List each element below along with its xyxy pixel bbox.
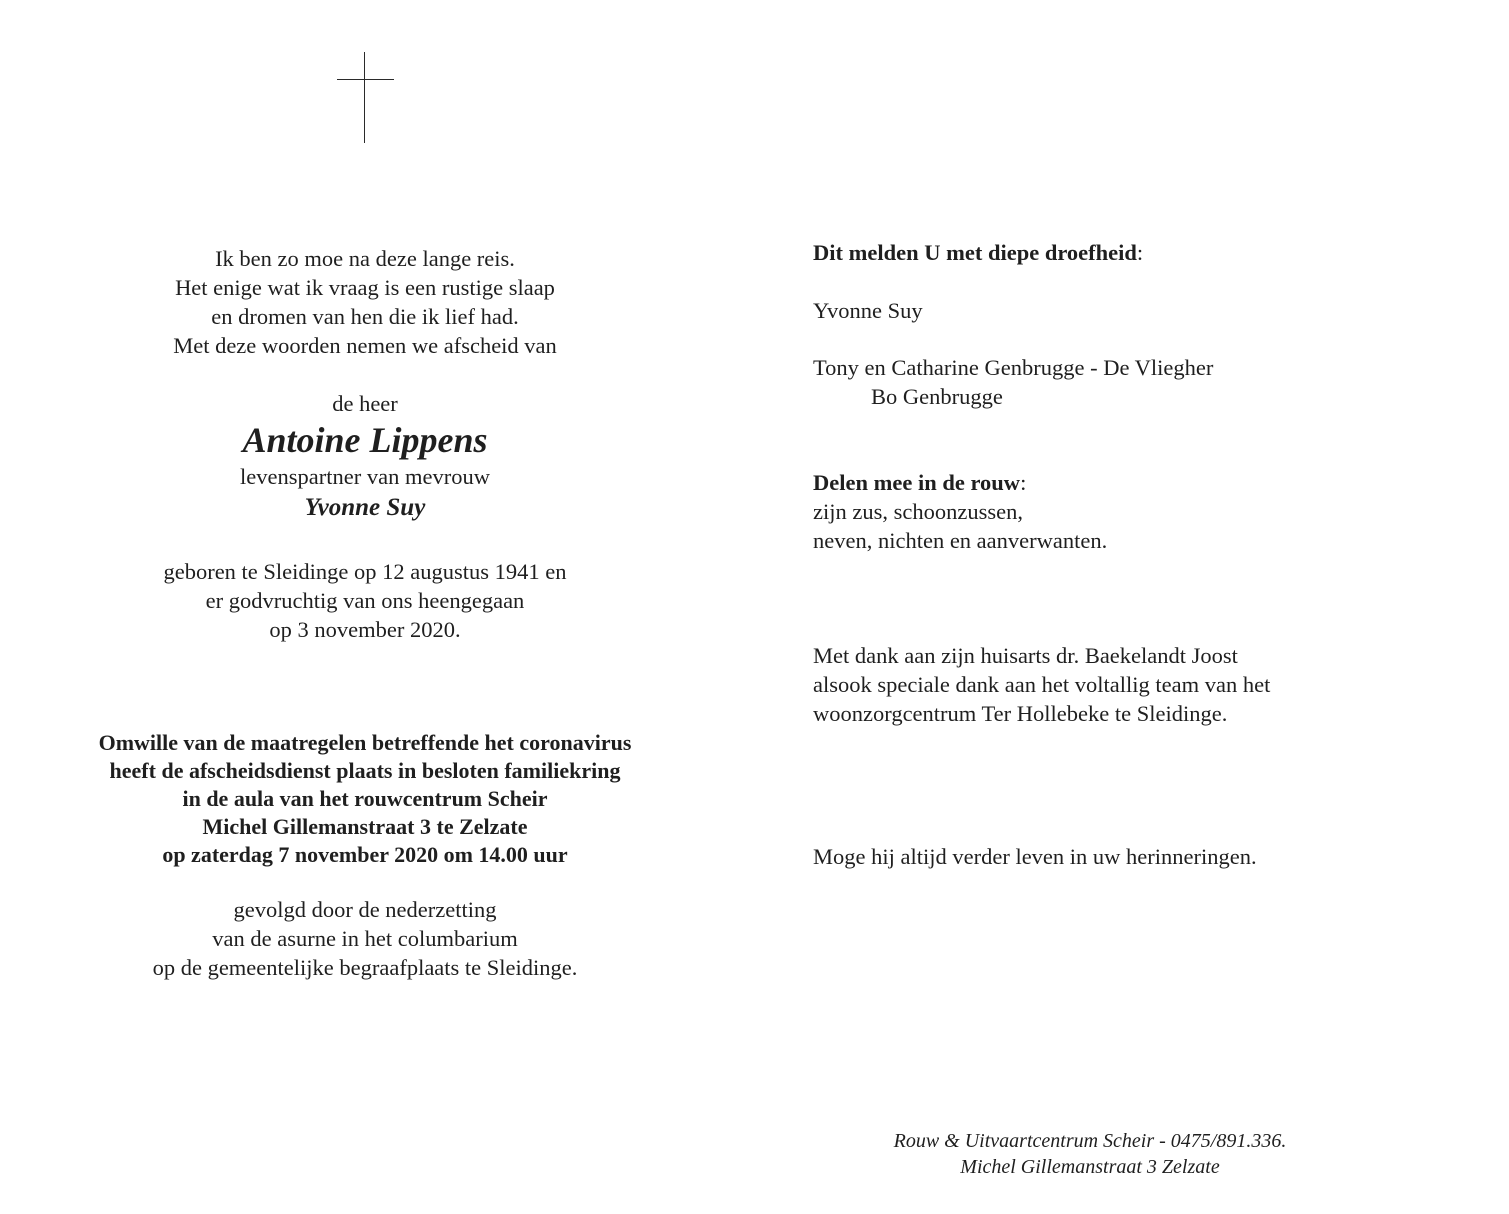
mourners-line: zijn zus, schoonzussen, bbox=[813, 499, 1023, 524]
burial-line: op de gemeentelijke begraafplaats te Sleidinge. bbox=[152, 955, 578, 980]
poem-block bbox=[40, 244, 690, 360]
announcers-heading-colon: : bbox=[1136, 240, 1144, 265]
dates-line: geboren te Sleidinge op 12 augustus 1941 en bbox=[163, 559, 567, 584]
announcer-family-line: Tony en Catharine Genbrugge - De Vliegher bbox=[813, 355, 1214, 380]
deceased-block bbox=[40, 389, 690, 524]
ceremony-line: Omwille van de maatregelen betreffende het coronavirus bbox=[98, 730, 632, 755]
announcers-heading-text: Dit melden U met diepe droefheid bbox=[813, 240, 1137, 265]
cross-horizontal-bar bbox=[337, 79, 394, 80]
poem-line: Met deze woorden nemen we afscheid van bbox=[173, 333, 557, 358]
poem-line: Ik ben zo moe na deze lange reis. bbox=[215, 246, 515, 271]
mourners-heading-text: Delen mee in de rouw bbox=[813, 470, 1021, 495]
burial-line: van de asurne in het columbarium bbox=[212, 926, 518, 951]
footer-line: Rouw & Uitvaartcentrum Scheir - 0475/891.336. bbox=[893, 1130, 1287, 1152]
memory-block bbox=[813, 842, 1433, 871]
announcer-family bbox=[813, 353, 1433, 411]
burial-line: gevolgd door de nederzetting bbox=[233, 897, 497, 922]
ceremony-block bbox=[40, 729, 690, 869]
funeral-home-footer bbox=[840, 1128, 1340, 1180]
memory-line: Moge hij altijd verder leven in uw herinneringen. bbox=[813, 844, 1257, 869]
deceased-title: de heer bbox=[332, 391, 398, 416]
announcer-partner-name: Yvonne Suy bbox=[813, 298, 923, 323]
burial-block bbox=[40, 895, 690, 982]
ceremony-line: in de aula van het rouwcentrum Scheir bbox=[182, 786, 548, 811]
announcer-partner bbox=[813, 296, 1433, 325]
partner-name: Yvonne Suy bbox=[304, 494, 426, 521]
dates-line: op 3 november 2020. bbox=[269, 617, 461, 642]
mourners-block bbox=[813, 468, 1433, 555]
announcer-family-child: Bo Genbrugge bbox=[871, 384, 1003, 409]
dates-line: er godvruchtig van ons heengegaan bbox=[205, 588, 525, 613]
deceased-name: Antoine Lippens bbox=[242, 420, 488, 460]
thanks-line: alsook speciale dank aan het voltallig team van het bbox=[813, 672, 1271, 697]
thanks-line: woonzorgcentrum Ter Hollebeke te Sleidinge. bbox=[813, 701, 1228, 726]
announcers-heading bbox=[813, 238, 1433, 267]
poem-line: en dromen van hen die ik lief had. bbox=[211, 304, 519, 329]
poem-line: Het enige wat ik vraag is een rustige slaap bbox=[175, 275, 555, 300]
mourners-line: neven, nichten en aanverwanten. bbox=[813, 528, 1108, 553]
thanks-block bbox=[813, 641, 1433, 728]
dates-block bbox=[40, 557, 690, 644]
mourners-heading-colon: : bbox=[1020, 470, 1027, 495]
ceremony-line: heeft de afscheidsdienst plaats in besloten familiekring bbox=[109, 758, 621, 783]
cross-vertical-bar bbox=[364, 52, 365, 143]
footer-line: Michel Gillemanstraat 3 Zelzate bbox=[960, 1156, 1220, 1178]
ceremony-line: op zaterdag 7 november 2020 om 14.00 uur bbox=[162, 842, 568, 867]
latin-cross-icon bbox=[337, 52, 394, 143]
thanks-line: Met dank aan zijn huisarts dr. Baekelandt Joost bbox=[813, 643, 1238, 668]
ceremony-line: Michel Gillemanstraat 3 te Zelzate bbox=[202, 814, 528, 839]
partner-label: levenspartner van mevrouw bbox=[240, 464, 490, 489]
